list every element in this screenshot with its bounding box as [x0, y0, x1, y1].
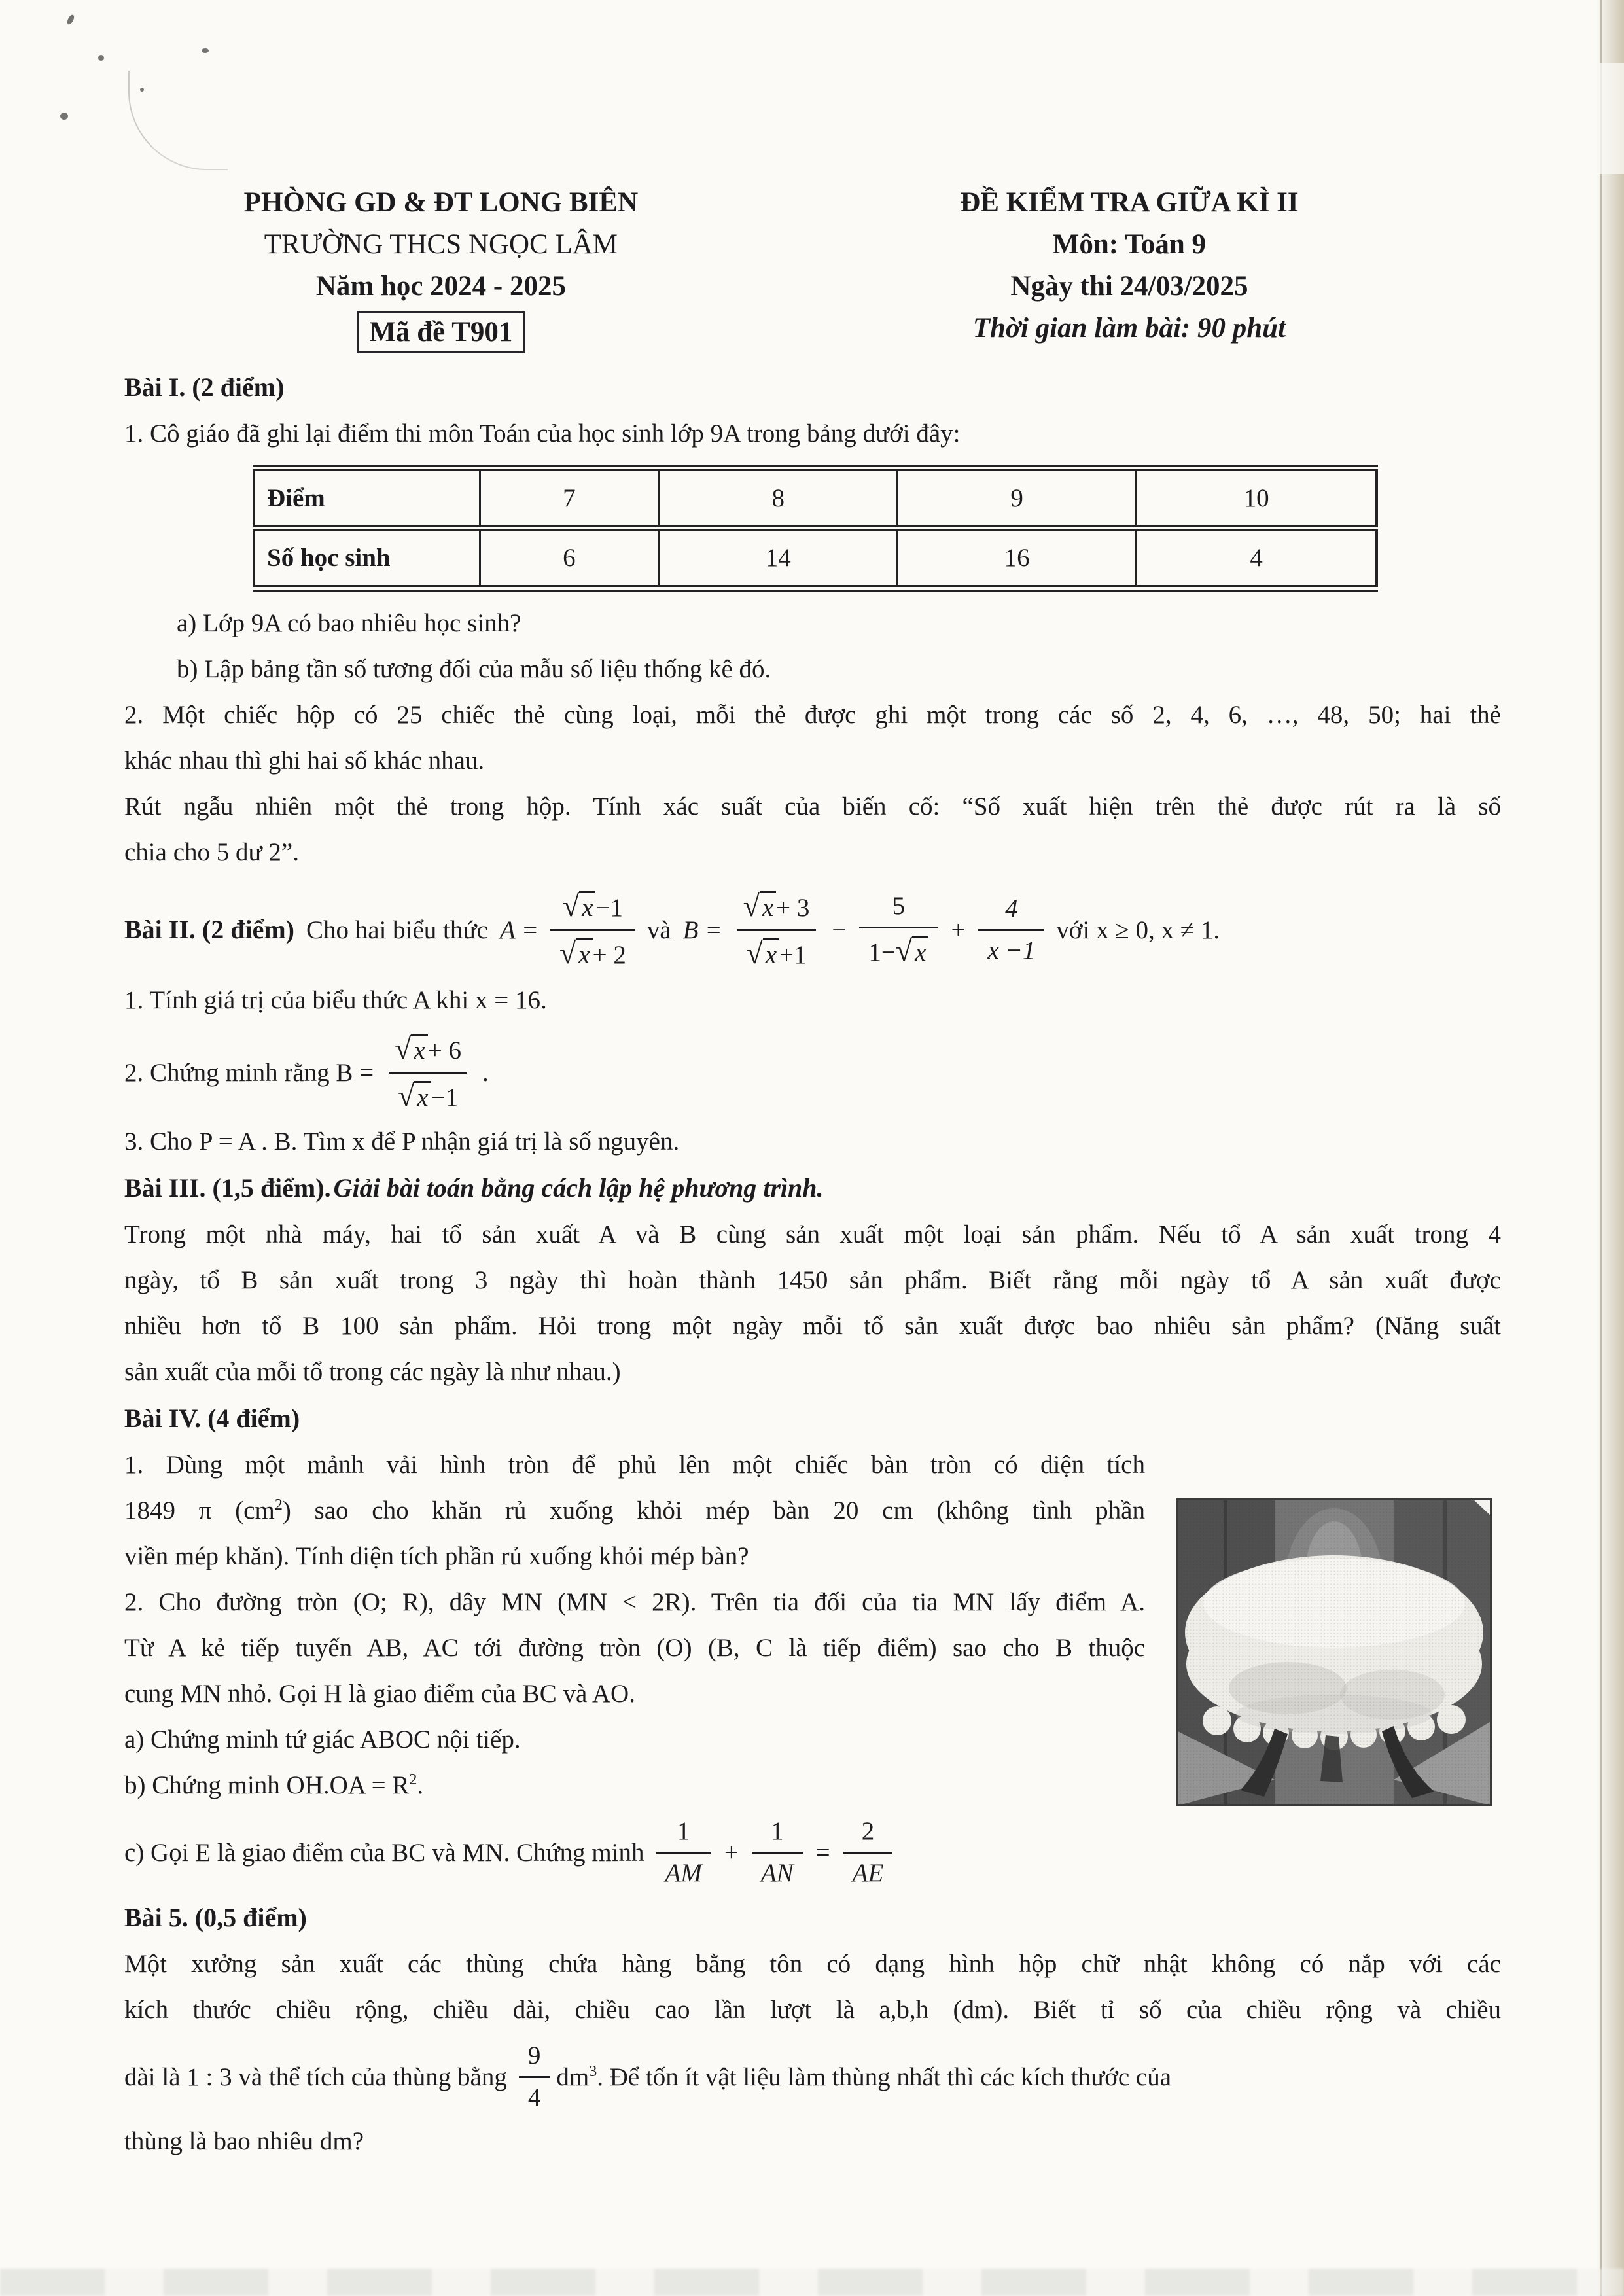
header-left-block: [124, 182, 758, 353]
exam-title: ĐỀ KIỂM TRA GIỮA KÌ II: [960, 187, 1299, 218]
text-line: ngày, tổ B sản xuất trong 3 ngày thì hoàn thành 1450 sản phẩm. Biết rằng mỗi ngày tổ A sản xuất được: [124, 1266, 1501, 1295]
text-line: khác nhau thì ghi hai số khác nhau.: [124, 747, 485, 775]
table-cell: 6: [480, 528, 659, 588]
q2-item2-row: [124, 1033, 1501, 1112]
section-2-heading: Bài II. (2 điểm): [124, 915, 294, 945]
superscript: 2: [274, 1496, 283, 1514]
sqrt-sign: √: [746, 936, 763, 970]
period: .: [482, 1058, 489, 1087]
bottom-scan-noise: [0, 2269, 1624, 2296]
last-line: thùng là bao nhiêu dm?: [124, 2127, 364, 2155]
q1b-text: b) Lập bảng tần số tương đối của mẫu số liệu thống kê đó.: [177, 655, 771, 683]
header-right-block: [758, 182, 1501, 353]
q4c-text: c) Gọi E là giao điểm của BC và MN. Chứng minh: [124, 1839, 644, 1867]
sqrt-sign: √: [562, 889, 580, 923]
fraction-2-AE: $\frac{2}{AE}$: [843, 1818, 893, 1888]
text-line: 2. Một chiếc hộp có 25 chiếc thẻ cùng loại, mỗi thẻ được ghi một trong các số 2, 4, 6, …, 48, 50; hai thẻ: [124, 701, 1501, 729]
text-line: 1. Dùng một mảnh vải hình tròn để phủ lên một chiếc bàn tròn có diện tích: [124, 1451, 1145, 1479]
volume-unit: $dm^3$. Để tốn ít vật liệu làm thùng nhất thì các kích thước của: [556, 2063, 1172, 2092]
table-cell: 8: [659, 468, 898, 528]
q2-item1: 1. Tính giá trị của biểu thức A khi x = 16.: [124, 986, 547, 1015]
fraction-1-AN: $\frac{1}{AN}$: [752, 1818, 803, 1888]
fraction-A: $\frac{√ x -1}{√ x + 2}$: [550, 890, 635, 970]
superscript: 3: [589, 2063, 597, 2081]
section-3-heading: Bài III. (1,5 điểm).: [124, 1173, 331, 1203]
table-cell: 16: [898, 528, 1137, 588]
superscript: 2: [409, 1771, 417, 1789]
table-cell: 14: [659, 528, 898, 588]
table-cell: Điểm: [254, 468, 480, 528]
fraction-9-4: $\frac{9}{4}$: [519, 2042, 550, 2112]
q2-item3: 3. Cho P = A . B. Tìm x để P nhận giá trị là số nguyên.: [124, 1127, 680, 1156]
section-4-heading: Bài IV. (4 điểm): [124, 1404, 300, 1434]
scan-speck: [66, 14, 76, 26]
page-edge-gap: [1597, 63, 1624, 174]
exam-date: Ngày thi 24/03/2025: [1010, 271, 1248, 302]
formula-B-lhs: B =: [682, 915, 722, 944]
fraction-B2: $\frac{5}{1-√ x}$: [859, 892, 938, 968]
fraction-B1: $\frac{√ x + 3}{√ x +1}$: [734, 890, 819, 970]
text-line: viền mép khăn). Tính diện tích phần rủ xuống khỏi mép bàn?: [124, 1542, 749, 1571]
exam-content: [124, 182, 1501, 2164]
scan-scratch: [128, 71, 228, 170]
table-cell: 7: [480, 468, 659, 528]
sqrt-sign: √: [398, 1078, 415, 1112]
formula-A-lhs: A =: [499, 915, 539, 944]
frequency-table: [253, 465, 1378, 592]
text-line: Một xưởng sản xuất các thùng chứa hàng bằng tôn có dạng hình hộp chữ nhật không có nắp với các: [124, 1950, 1501, 1979]
q4c-row: [124, 1818, 1501, 1888]
text-line: 1849 π $(cm^2)$ sao cho khăn rủ xuống khỏi mép bàn 20 cm (không tình phần: [124, 1496, 1145, 1525]
text-line: nhiều hơn tổ B 100 sản phẩm. Hỏi trong một ngày mỗi tổ sản xuất được bao nhiêu sản phẩm? (Năng suất: [124, 1312, 1501, 1341]
q1-text: 1. Cô giáo đã ghi lại điểm thi môn Toán của học sinh lớp 9A trong bảng dưới đây:: [124, 419, 961, 448]
text-line: Rút ngẫu nhiên một thẻ trong hộp. Tính xác suất của biến cố: “Số xuất hiện trên thẻ được rút ra là số: [124, 792, 1501, 821]
school-year: Năm học 2024 - 2025: [315, 271, 567, 302]
sqrt-sign: √: [395, 1032, 412, 1066]
fraction-1-AM: $\frac{1}{AM}$: [656, 1818, 711, 1888]
q4a-text: a) Chứng minh tứ giác ABOC nội tiếp.: [124, 1725, 521, 1754]
exam-duration: Thời gian làm bài: 90 phút: [972, 313, 1286, 344]
section-3-subtitle: Giải bài toán bằng cách lập hệ phương trình.: [333, 1173, 824, 1203]
sqrt-sign: √: [559, 936, 576, 970]
scan-speck: [202, 48, 209, 53]
frequency-table-wrap: [253, 465, 1378, 592]
formula-intro: Cho hai biểu thức: [306, 915, 488, 944]
section-5-heading: Bài 5. (0,5 điểm): [124, 1903, 307, 1933]
text-line: kích thước chiều rộng, chiều dài, chiều cao lần lượt là a,b,h (dm). Biết tỉ số của chiều rộng và chiều: [124, 1996, 1501, 2024]
section-4-column: [124, 1442, 1145, 1717]
table-row: [254, 468, 1377, 528]
q1a-text: a) Lớp 9A có bao nhiêu học sinh?: [177, 609, 521, 637]
section-1-heading: Bài I. (2 điểm): [124, 372, 285, 402]
table-photo-graphic: [1176, 1498, 1492, 1806]
condition-text: với x ≥ 0, x ≠ 1.: [1056, 915, 1220, 944]
volume-text-pre: dài là 1 : 3 và thể tích của thùng bằng: [124, 2063, 507, 2092]
exam-header: [124, 182, 1501, 353]
section-2-formula-row: [124, 890, 1501, 970]
plus-operator: +: [724, 1839, 739, 1867]
minus-operator: −: [832, 915, 847, 944]
exam-subject: Môn: Toán 9: [1052, 229, 1206, 260]
sqrt-sign: √: [895, 933, 913, 967]
scan-speck: [60, 113, 68, 120]
sqrt-sign: √: [743, 889, 760, 923]
text-line: chia cho 5 dư 2”.: [124, 838, 299, 866]
text-line: sản xuất của mỗi tổ trong các ngày là như nhau.): [124, 1358, 621, 1386]
table-cell: 9: [898, 468, 1137, 528]
table-row: [254, 528, 1377, 588]
q2-item2-text: 2. Chứng minh rằng B =: [124, 1058, 374, 1087]
volume-row: [124, 2042, 1501, 2112]
scan-speck: [98, 55, 104, 61]
fraction-B3: $\frac{4}{x -1}$: [978, 895, 1044, 965]
issuer-dept: PHÒNG GD & ĐT LONG BIÊN: [243, 187, 639, 218]
text-line: Từ A kẻ tiếp tuyến AB, AC tới đường tròn (O) (B, C là tiếp điểm) sao cho B thuộc: [124, 1634, 1145, 1663]
text-line: 2. Cho đường tròn (O; R), dây MN (MN < 2R). Trên tia đối của tia MN lấy điểm A.: [124, 1588, 1145, 1617]
table-photo: [1176, 1498, 1492, 1806]
q4b-text: b) Chứng minh $OH.OA = R^2$.: [124, 1771, 424, 1800]
text-line: cung MN nhỏ. Gọi H là giao điểm của BC và AO.: [124, 1680, 635, 1708]
page-edge-line: [1600, 0, 1602, 2296]
equals-operator: =: [815, 1839, 830, 1867]
plus-operator: +: [951, 915, 966, 944]
table-cell: 10: [1137, 468, 1377, 528]
fraction-B-simplified: $\frac{√ x + 6}{√ x -1}$: [385, 1033, 470, 1112]
text-line: Trong một nhà máy, hai tổ sản xuất A và B cùng sản xuất một loại sản phẩm. Nếu tổ A sản xuất trong 4: [124, 1220, 1501, 1249]
exam-code-box: Mã đề T901: [357, 311, 525, 353]
table-cell: Số học sinh: [254, 528, 480, 588]
school-name: TRƯỜNG THCS NGỌC LÂM: [264, 229, 618, 260]
section-3-heading-row: [124, 1165, 1501, 1212]
and-word: và: [646, 915, 671, 944]
exam-code-row: [124, 308, 758, 353]
table-cell: 4: [1137, 528, 1377, 588]
